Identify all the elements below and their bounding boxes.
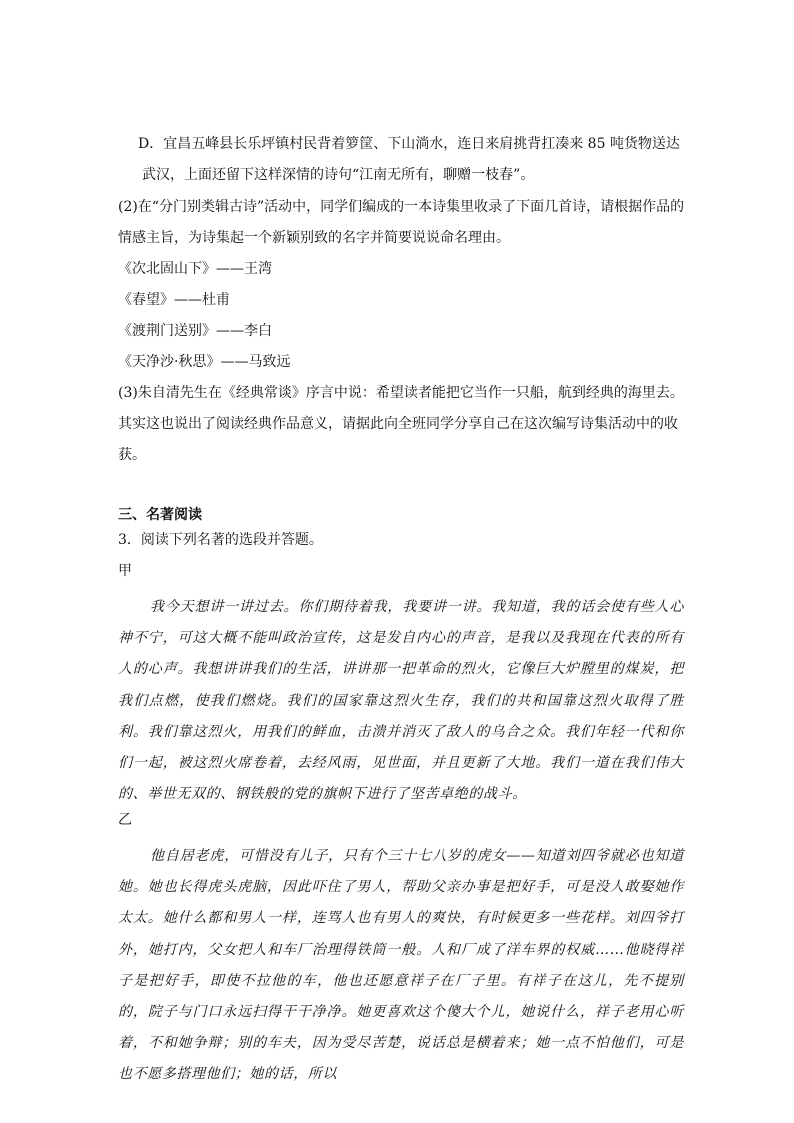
sub2-line-1: (2)在“分门别类辑古诗”活动中，同学们编成的一本诗集里收录了下面几首诗，请根据作品的 (118, 199, 685, 215)
option-d-line-2: 武汉，上面还留下这样深情的诗句“江南无所有，聊赠一枝春”。 (142, 167, 535, 183)
section-heading: 三、名著阅读 (118, 507, 202, 523)
sub2-line-2: 情感主旨，为诗集起一个新颖别致的名字并简要说说命名理由。 (118, 230, 510, 246)
poem-item: 《次北固山下》——王湾 (118, 261, 272, 277)
poem-item: 《渡荆门送别》——李白 (118, 323, 272, 339)
excerpt-yi-text: 他自居老虎，可惜没有儿子，只有个三十七八岁的虎女——知道刘四爷就必也知道她。她也长得虎头虎脑，因此吓住了男人，帮助父亲办事是把好手，可是没人敢娶她作太太。她什么都和男人一样，连骂人也有男人的爽快，有时候更多一些花样。刘四爷打外，她打内，父女把人和车厂治理得铁筒一般。人和厂成了洋车界的权威……他晓得祥子是把好手，即使不拉他的车，他也还愿意祥子在厂子里。有祥子在这儿，先不提别的，院子与门口永远扫得干干净净。她更喜欢这个傻大个儿，她说什么，祥子老用心听着，不和她争辩；别的车夫，因为受尽苦楚，说话总是横着来；她一点不怕他们，可是也不愿多搭理他们；她的话，所以 (118, 848, 684, 1083)
excerpt-label-yi: 乙 (118, 812, 132, 828)
option-d-line-1: D．宜昌五峰县长乐坪镇村民背着箩筐、下山淌水，连日来肩挑背扛凑来 85 吨货物送达 (138, 136, 680, 152)
sub3-line-2: 其实这也说出了阅读经典作品意义，请据此向全班同学分享自己在这次编写诗集活动中的收 (118, 416, 678, 432)
question-3-prompt: 3．阅读下列名著的选段并答题。 (118, 532, 323, 548)
excerpt-jia (118, 592, 684, 810)
sub3-line-3: 获。 (118, 447, 146, 463)
poem-item: 《天净沙·秋思》——马致远 (118, 354, 291, 370)
sub3-line-1: (3)朱自清先生在《经典常谈》序言中说：希望读者能把它当作一只船，航到经典的海里去。 (118, 385, 684, 401)
excerpt-jia-text: 我今天想讲一讲过去。你们期待着我，我要讲一讲。我知道，我的话会使有些人心神不宁，可这大概不能叫政治宣传，这是发自内心的声音，是我以及我现在代表的所有人的心声。我想讲讲我们的生活，讲讲那一把革命的烈火，它像巨大炉膛里的煤炭，把我们点燃，使我们燃烧。我们的国家靠这烈火生存，我们的共和国靠这烈火取得了胜利。我们靠这烈火，用我们的鲜血，击溃并消灭了敌人的乌合之众。我们年轻一代和你们一起，被这烈火席卷着，去经风雨，见世面，并且更新了大地。我们一道在我们伟大的、举世无双的、钢铁般的党的旗帜下进行了坚苦卓绝的战斗。 (118, 599, 684, 803)
excerpt-yi (118, 841, 684, 1091)
poem-item: 《春望》——杜甫 (118, 292, 230, 308)
excerpt-label-jia: 甲 (118, 563, 132, 579)
